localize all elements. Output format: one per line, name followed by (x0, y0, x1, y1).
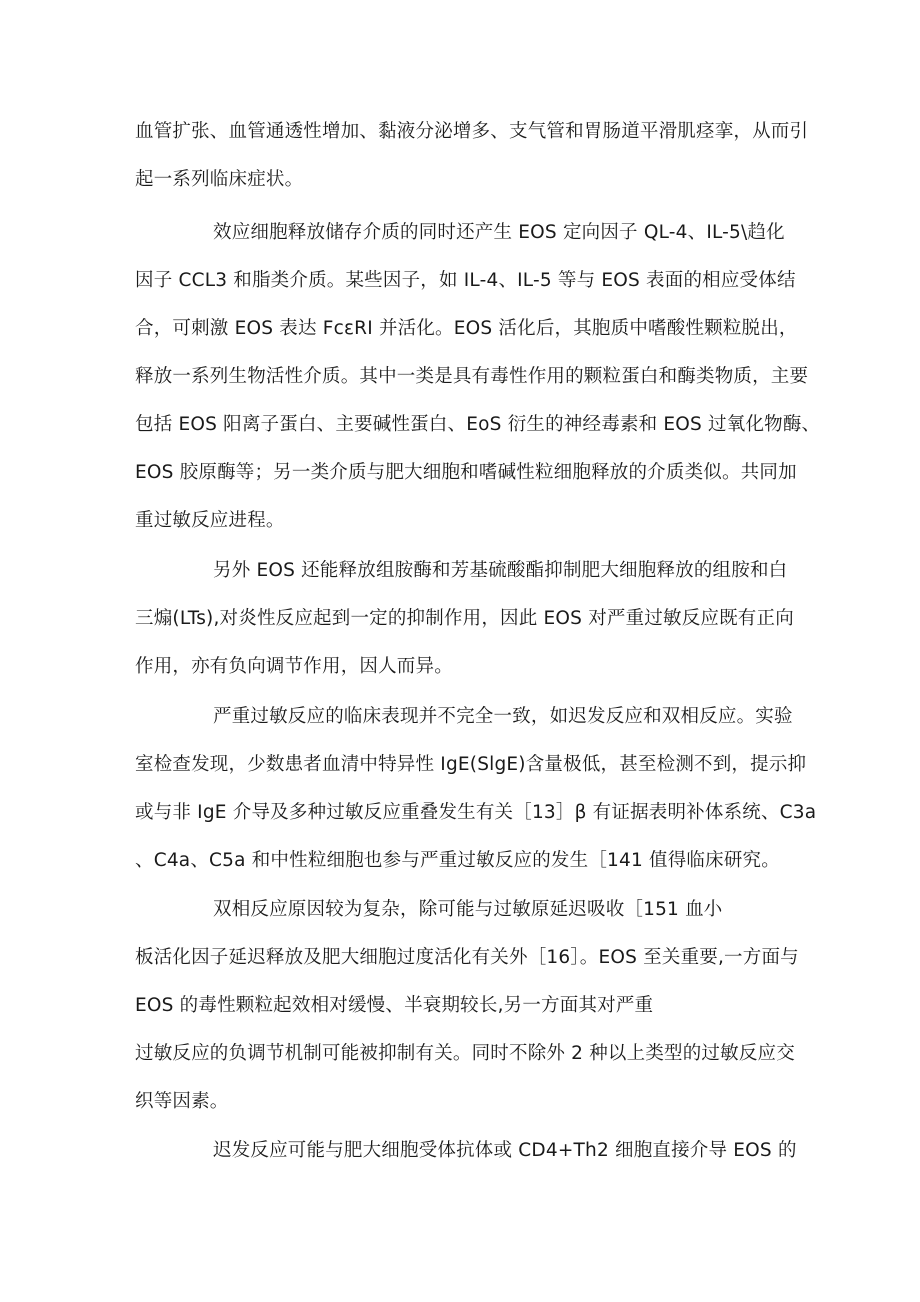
text-line: EOS 胶原酶等；另一类介质与肥大细胞和嗜碱性粒细胞释放的介质类似。共同加 (135, 462, 797, 483)
text-line: 血管扩张、血管通透性增加、黏液分泌增多、支气管和胃肠道平滑肌痉挛，从而引 (135, 121, 809, 142)
text-line: 或与非 IgE 介导及多种过敏反应重叠发生有关［13］β 有证据表明补体系统、C3a (135, 802, 817, 823)
paragraph-first-line: 另外 EOS 还能释放组胺酶和芳基硫酸酯抑制肥大细胞释放的组胺和白 (213, 560, 788, 581)
text-line: 、C4a、C5a 和中性粒细胞也参与严重过敏反应的发生［141 值得临床研究。 (135, 850, 780, 871)
text-line: 重过敏反应进程。 (135, 510, 285, 531)
text-line: 合，可刺激 EOS 表达 FcεRI 并活化。EOS 活化后，其胞质中嗜酸性颗粒脱出， (135, 318, 798, 339)
text-line: 包括 EOS 阳离子蛋白、主要碱性蛋白、EoS 衍生的神经毒素和 EOS 过氧化物酶、 (135, 414, 821, 435)
text-line: 释放一系列生物活性介质。其中一类是具有毒性作用的颗粒蛋白和酶类物质，主要 (135, 366, 809, 387)
paragraph-first-line: 严重过敏反应的临床表现并不完全一致，如迟发反应和双相反应。实验 (213, 706, 793, 727)
paragraph-first-line: 迟发反应可能与肥大细胞受体抗体或 CD4+Th2 细胞直接介导 EOS 的 (213, 1140, 797, 1161)
paragraph-first-line: 双相反应原因较为复杂，除可能与过敏原延迟吸收［151 血小 (213, 899, 723, 920)
text-line: 作用，亦有负向调节作用，因人而异。 (135, 656, 453, 677)
text-line: 起一系列临床症状。 (135, 169, 304, 190)
text-line: 过敏反应的负调节机制可能被抑制有关。同时不除外 2 种以上类型的过敏反应交 (135, 1043, 795, 1064)
text-line: 因子 CCL3 和脂类介质。某些因子，如 IL-4、IL-5 等与 EOS 表面的相应受体结 (135, 270, 796, 291)
text-line: 织等因素。 (135, 1091, 229, 1112)
text-line: 板活化因子延迟释放及肥大细胞过度活化有关外［16］。EOS 至关重要,一方面与 (135, 947, 799, 968)
text-line: 三煽(LTs),对炎性反应起到一定的抑制作用，因此 EOS 对严重过敏反应既有正向 (135, 608, 794, 629)
paragraph-first-line: 效应细胞释放储存介质的同时还产生 EOS 定向因子 QL-4、IL-5\趋化 (213, 222, 785, 243)
text-line: 室检查发现，少数患者血清中特异性 IgE(SlgE)含量极低，甚至检测不到，提示抑 (135, 754, 807, 775)
text-line: EOS 的毒性颗粒起效相对缓慢、半衰期较长,另一方面其对严重 (135, 995, 654, 1016)
